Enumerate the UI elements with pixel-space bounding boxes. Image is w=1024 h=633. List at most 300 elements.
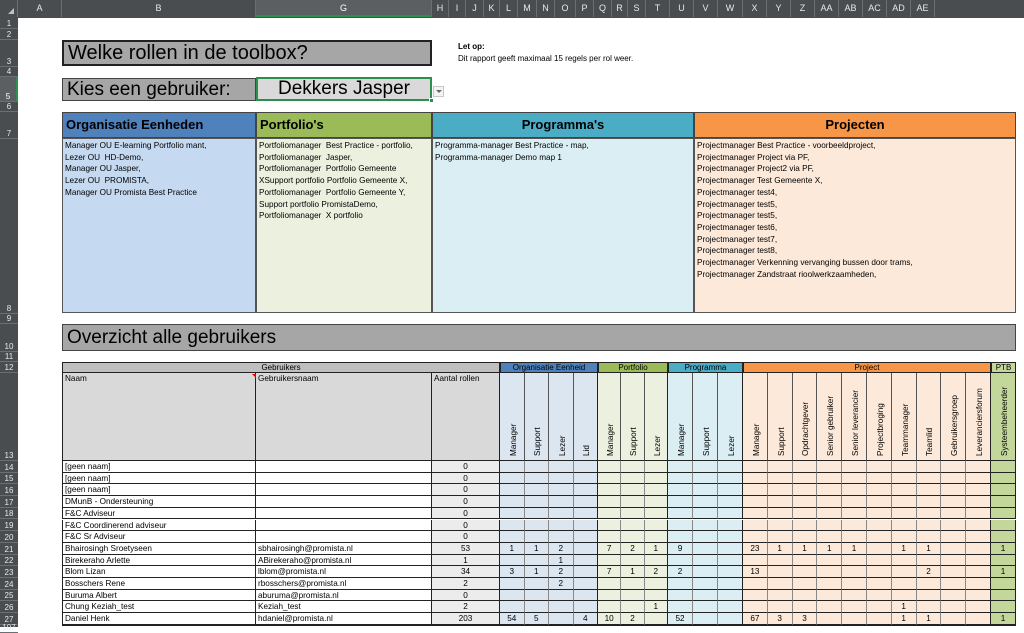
role-value-cell[interactable] — [574, 566, 599, 578]
column-header-ad[interactable]: AD — [887, 0, 911, 17]
role-value-cell[interactable] — [718, 601, 743, 613]
role-value-cell[interactable]: 7 — [598, 543, 621, 555]
role-value-cell[interactable] — [842, 531, 867, 543]
role-value-cell[interactable] — [917, 601, 942, 613]
role-value-cell[interactable] — [574, 601, 599, 613]
row-header-6[interactable]: 6 — [0, 102, 18, 112]
role-value-cell[interactable] — [500, 484, 525, 496]
comment-indicator[interactable] — [252, 374, 256, 378]
role-value-cell[interactable] — [892, 555, 917, 567]
role-value-cell[interactable] — [718, 613, 743, 625]
role-value-cell[interactable]: 13 — [743, 566, 768, 578]
row-header-2[interactable]: 2 — [0, 29, 18, 40]
role-value-cell[interactable] — [867, 496, 892, 508]
username-cell[interactable] — [256, 484, 432, 496]
role-value-cell[interactable] — [574, 484, 599, 496]
role-count-cell[interactable]: 34 — [432, 566, 500, 578]
user-name-cell[interactable]: [geen naam] — [62, 461, 256, 473]
role-value-cell[interactable] — [598, 520, 621, 532]
role-value-cell[interactable] — [991, 461, 1016, 473]
role-value-cell[interactable]: 3 — [768, 613, 793, 625]
role-value-cell[interactable] — [917, 578, 942, 590]
role-value-cell[interactable] — [966, 601, 991, 613]
role-value-cell[interactable]: 2 — [549, 566, 574, 578]
role-value-cell[interactable] — [525, 508, 550, 520]
role-value-cell[interactable] — [743, 508, 768, 520]
role-value-cell[interactable] — [549, 590, 574, 602]
role-value-cell[interactable] — [598, 473, 621, 485]
select-all-corner[interactable] — [0, 0, 18, 17]
role-value-cell[interactable] — [768, 508, 793, 520]
role-value-cell[interactable] — [621, 520, 644, 532]
role-value-cell[interactable] — [817, 496, 842, 508]
username-cell[interactable]: Keziah_test — [256, 601, 432, 613]
role-value-cell[interactable]: 1 — [768, 543, 793, 555]
role-value-cell[interactable] — [668, 578, 693, 590]
role-value-cell[interactable] — [941, 566, 966, 578]
column-header-i[interactable]: I — [449, 0, 466, 17]
role-value-cell[interactable] — [817, 590, 842, 602]
user-name-cell[interactable]: F&C Sr Adviseur — [62, 531, 256, 543]
role-value-cell[interactable] — [768, 555, 793, 567]
role-value-cell[interactable] — [867, 590, 892, 602]
role-value-cell[interactable] — [793, 578, 818, 590]
role-value-cell[interactable] — [621, 555, 644, 567]
user-name-cell[interactable]: [geen naam] — [62, 484, 256, 496]
role-value-cell[interactable] — [892, 461, 917, 473]
role-value-cell[interactable] — [966, 578, 991, 590]
role-value-cell[interactable] — [525, 496, 550, 508]
role-value-cell[interactable] — [598, 601, 621, 613]
row-header-1[interactable]: 1 — [0, 18, 18, 29]
role-value-cell[interactable] — [917, 531, 942, 543]
column-header-ac[interactable]: AC — [863, 0, 887, 17]
role-value-cell[interactable] — [668, 496, 693, 508]
role-value-cell[interactable] — [743, 484, 768, 496]
role-value-cell[interactable]: 1 — [549, 555, 574, 567]
role-value-cell[interactable] — [768, 496, 793, 508]
role-value-cell[interactable] — [549, 520, 574, 532]
role-value-cell[interactable] — [941, 473, 966, 485]
column-header-k[interactable]: K — [484, 0, 500, 17]
column-header-n[interactable]: N — [537, 0, 555, 17]
role-value-cell[interactable] — [743, 601, 768, 613]
role-value-cell[interactable] — [991, 520, 1016, 532]
row-header-13[interactable]: 13 — [0, 373, 18, 461]
role-value-cell[interactable] — [768, 473, 793, 485]
username-cell[interactable] — [256, 496, 432, 508]
role-value-cell[interactable] — [574, 531, 599, 543]
role-value-cell[interactable]: 1 — [892, 543, 917, 555]
role-value-cell[interactable] — [867, 484, 892, 496]
role-value-cell[interactable] — [793, 461, 818, 473]
role-value-cell[interactable] — [842, 590, 867, 602]
role-count-cell[interactable]: 2 — [432, 578, 500, 590]
role-value-cell[interactable] — [645, 555, 668, 567]
role-value-cell[interactable] — [768, 566, 793, 578]
role-value-cell[interactable] — [549, 484, 574, 496]
column-header-o[interactable]: O — [555, 0, 576, 17]
role-count-cell[interactable]: 1 — [432, 555, 500, 567]
role-value-cell[interactable] — [817, 520, 842, 532]
role-value-cell[interactable] — [718, 555, 743, 567]
column-header-h[interactable]: H — [432, 0, 449, 17]
role-value-cell[interactable] — [966, 484, 991, 496]
role-value-cell[interactable]: 2 — [668, 566, 693, 578]
role-value-cell[interactable] — [793, 520, 818, 532]
role-value-cell[interactable] — [693, 473, 718, 485]
role-value-cell[interactable] — [966, 543, 991, 555]
role-value-cell[interactable]: 1 — [793, 543, 818, 555]
username-cell[interactable]: sbhairosingh@promista.nl — [256, 543, 432, 555]
user-name-cell[interactable]: Daniel Henk — [62, 613, 256, 625]
role-value-cell[interactable] — [574, 473, 599, 485]
role-value-cell[interactable] — [500, 496, 525, 508]
role-value-cell[interactable]: 5 — [525, 613, 550, 625]
column-header-l[interactable]: L — [500, 0, 518, 17]
role-value-cell[interactable] — [768, 590, 793, 602]
role-value-cell[interactable] — [966, 496, 991, 508]
row-header-14[interactable]: 14 — [0, 461, 18, 473]
role-value-cell[interactable] — [941, 555, 966, 567]
role-count-cell[interactable]: 0 — [432, 496, 500, 508]
role-value-cell[interactable] — [500, 555, 525, 567]
row-header-24[interactable]: 24 — [0, 578, 18, 590]
row-header-3[interactable]: 3 — [0, 40, 18, 67]
column-header-p[interactable]: P — [576, 0, 594, 17]
role-value-cell[interactable] — [668, 590, 693, 602]
role-value-cell[interactable] — [500, 473, 525, 485]
role-value-cell[interactable] — [598, 484, 621, 496]
role-value-cell[interactable] — [892, 520, 917, 532]
role-value-cell[interactable] — [867, 461, 892, 473]
role-value-cell[interactable] — [668, 601, 693, 613]
user-name-cell[interactable]: Chung Keziah_test — [62, 601, 256, 613]
role-value-cell[interactable] — [621, 473, 644, 485]
role-value-cell[interactable] — [500, 461, 525, 473]
role-value-cell[interactable] — [525, 484, 550, 496]
role-value-cell[interactable]: 1 — [892, 613, 917, 625]
row-header-16[interactable]: 16 — [0, 484, 18, 496]
role-value-cell[interactable]: 4 — [574, 613, 599, 625]
role-value-cell[interactable] — [645, 613, 668, 625]
role-value-cell[interactable] — [842, 601, 867, 613]
row-header-8[interactable]: 8 — [0, 139, 18, 314]
role-value-cell[interactable] — [668, 508, 693, 520]
role-value-cell[interactable]: 23 — [743, 543, 768, 555]
role-value-cell[interactable] — [793, 473, 818, 485]
role-value-cell[interactable] — [991, 531, 1016, 543]
role-value-cell[interactable] — [743, 473, 768, 485]
role-value-cell[interactable] — [718, 473, 743, 485]
role-value-cell[interactable] — [621, 508, 644, 520]
role-value-cell[interactable] — [525, 555, 550, 567]
role-value-cell[interactable] — [574, 578, 599, 590]
role-value-cell[interactable]: 2 — [549, 578, 574, 590]
role-value-cell[interactable] — [991, 473, 1016, 485]
column-header-b[interactable]: B — [62, 0, 256, 17]
role-value-cell[interactable] — [817, 578, 842, 590]
role-value-cell[interactable] — [621, 496, 644, 508]
role-value-cell[interactable] — [549, 461, 574, 473]
role-value-cell[interactable] — [966, 613, 991, 625]
role-value-cell[interactable] — [525, 520, 550, 532]
role-value-cell[interactable] — [892, 566, 917, 578]
role-value-cell[interactable]: 1 — [842, 543, 867, 555]
role-value-cell[interactable]: 1 — [991, 543, 1016, 555]
role-value-cell[interactable]: 2 — [917, 566, 942, 578]
username-cell[interactable] — [256, 531, 432, 543]
role-value-cell[interactable] — [500, 601, 525, 613]
role-value-cell[interactable] — [598, 578, 621, 590]
role-value-cell[interactable] — [793, 566, 818, 578]
role-value-cell[interactable] — [941, 601, 966, 613]
role-count-cell[interactable]: 2 — [432, 601, 500, 613]
role-value-cell[interactable] — [842, 578, 867, 590]
role-value-cell[interactable]: 1 — [525, 543, 550, 555]
row-header-19[interactable]: 19 — [0, 520, 18, 532]
role-value-cell[interactable]: 1 — [991, 566, 1016, 578]
role-value-cell[interactable] — [867, 543, 892, 555]
username-cell[interactable]: hdaniel@promista.nl — [256, 613, 432, 625]
column-header-x[interactable]: X — [743, 0, 767, 17]
role-value-cell[interactable] — [549, 508, 574, 520]
role-value-cell[interactable] — [842, 461, 867, 473]
role-value-cell[interactable] — [817, 613, 842, 625]
role-value-cell[interactable] — [991, 590, 1016, 602]
role-value-cell[interactable] — [842, 473, 867, 485]
role-value-cell[interactable] — [718, 508, 743, 520]
role-value-cell[interactable] — [621, 590, 644, 602]
user-name-cell[interactable]: [geen naam] — [62, 473, 256, 485]
column-header-z[interactable]: Z — [791, 0, 815, 17]
role-count-cell[interactable]: 0 — [432, 473, 500, 485]
row-header-21[interactable]: 21 — [0, 543, 18, 555]
role-value-cell[interactable] — [500, 508, 525, 520]
role-value-cell[interactable] — [743, 461, 768, 473]
role-value-cell[interactable]: 1 — [500, 543, 525, 555]
role-value-cell[interactable] — [598, 590, 621, 602]
role-value-cell[interactable] — [793, 508, 818, 520]
role-value-cell[interactable] — [793, 531, 818, 543]
role-value-cell[interactable] — [817, 531, 842, 543]
role-value-cell[interactable] — [793, 601, 818, 613]
role-value-cell[interactable] — [842, 520, 867, 532]
role-value-cell[interactable]: 2 — [645, 566, 668, 578]
role-value-cell[interactable] — [525, 590, 550, 602]
role-value-cell[interactable] — [645, 508, 668, 520]
role-count-cell[interactable]: 0 — [432, 590, 500, 602]
role-value-cell[interactable] — [693, 543, 718, 555]
username-cell[interactable] — [256, 461, 432, 473]
role-value-cell[interactable] — [991, 508, 1016, 520]
role-value-cell[interactable] — [793, 496, 818, 508]
role-value-cell[interactable] — [917, 520, 942, 532]
role-value-cell[interactable] — [917, 484, 942, 496]
role-value-cell[interactable] — [574, 543, 599, 555]
role-value-cell[interactable] — [718, 590, 743, 602]
column-header-t[interactable]: T — [646, 0, 670, 17]
role-count-cell[interactable]: 0 — [432, 508, 500, 520]
role-value-cell[interactable]: 3 — [500, 566, 525, 578]
role-value-cell[interactable] — [991, 601, 1016, 613]
role-value-cell[interactable] — [842, 484, 867, 496]
column-header-a[interactable]: A — [18, 0, 62, 17]
role-value-cell[interactable] — [549, 473, 574, 485]
role-value-cell[interactable] — [768, 484, 793, 496]
role-value-cell[interactable]: 3 — [793, 613, 818, 625]
role-value-cell[interactable]: 7 — [598, 566, 621, 578]
role-value-cell[interactable] — [817, 555, 842, 567]
role-value-cell[interactable]: 1 — [645, 601, 668, 613]
role-value-cell[interactable] — [718, 484, 743, 496]
role-value-cell[interactable] — [966, 520, 991, 532]
role-value-cell[interactable] — [892, 473, 917, 485]
role-value-cell[interactable] — [525, 461, 550, 473]
role-value-cell[interactable] — [621, 461, 644, 473]
username-cell[interactable] — [256, 508, 432, 520]
role-value-cell[interactable] — [693, 461, 718, 473]
role-value-cell[interactable] — [867, 531, 892, 543]
role-value-cell[interactable] — [941, 613, 966, 625]
role-value-cell[interactable] — [917, 590, 942, 602]
role-value-cell[interactable] — [693, 601, 718, 613]
role-value-cell[interactable]: 1 — [892, 601, 917, 613]
role-value-cell[interactable] — [525, 578, 550, 590]
role-value-cell[interactable] — [500, 578, 525, 590]
username-cell[interactable] — [256, 520, 432, 532]
role-value-cell[interactable] — [645, 484, 668, 496]
role-value-cell[interactable]: 2 — [621, 543, 644, 555]
username-cell[interactable]: aburuma@promista.nl — [256, 590, 432, 602]
row-header-26[interactable]: 26 — [0, 601, 18, 613]
user-name-cell[interactable]: Bosschers Rene — [62, 578, 256, 590]
role-value-cell[interactable] — [817, 508, 842, 520]
role-value-cell[interactable] — [892, 496, 917, 508]
role-count-cell[interactable]: 0 — [432, 484, 500, 496]
user-dropdown-button[interactable] — [433, 86, 444, 97]
role-value-cell[interactable] — [621, 601, 644, 613]
row-header-22[interactable]: 22 — [0, 555, 18, 567]
row-header-18[interactable]: 18 — [0, 508, 18, 520]
role-value-cell[interactable] — [621, 578, 644, 590]
role-value-cell[interactable] — [842, 613, 867, 625]
role-value-cell[interactable] — [768, 578, 793, 590]
role-value-cell[interactable] — [991, 578, 1016, 590]
role-value-cell[interactable] — [621, 531, 644, 543]
role-value-cell[interactable] — [598, 461, 621, 473]
column-header-w[interactable]: W — [718, 0, 743, 17]
role-value-cell[interactable] — [867, 601, 892, 613]
column-header-aa[interactable]: AA — [815, 0, 839, 17]
role-value-cell[interactable] — [645, 531, 668, 543]
role-value-cell[interactable] — [917, 473, 942, 485]
role-value-cell[interactable] — [991, 496, 1016, 508]
role-value-cell[interactable] — [793, 590, 818, 602]
role-value-cell[interactable] — [693, 520, 718, 532]
role-value-cell[interactable] — [768, 531, 793, 543]
role-value-cell[interactable] — [941, 531, 966, 543]
role-value-cell[interactable] — [941, 496, 966, 508]
role-value-cell[interactable] — [668, 461, 693, 473]
role-value-cell[interactable] — [966, 566, 991, 578]
role-value-cell[interactable] — [693, 508, 718, 520]
row-header-7[interactable]: 7 — [0, 112, 18, 139]
role-value-cell[interactable] — [966, 555, 991, 567]
role-value-cell[interactable]: 67 — [743, 613, 768, 625]
role-value-cell[interactable] — [574, 496, 599, 508]
column-header-s[interactable]: S — [628, 0, 646, 17]
role-value-cell[interactable] — [941, 461, 966, 473]
role-value-cell[interactable] — [718, 520, 743, 532]
role-count-cell[interactable]: 203 — [432, 613, 500, 625]
role-value-cell[interactable] — [549, 613, 574, 625]
role-value-cell[interactable]: 1 — [645, 543, 668, 555]
role-value-cell[interactable] — [500, 590, 525, 602]
role-value-cell[interactable] — [743, 578, 768, 590]
role-value-cell[interactable] — [966, 590, 991, 602]
user-name-cell[interactable]: F&C Coordinerend adviseur — [62, 520, 256, 532]
role-value-cell[interactable] — [645, 578, 668, 590]
role-value-cell[interactable] — [917, 555, 942, 567]
role-value-cell[interactable]: 52 — [668, 613, 693, 625]
role-value-cell[interactable] — [991, 555, 1016, 567]
role-count-cell[interactable]: 0 — [432, 531, 500, 543]
role-value-cell[interactable] — [768, 461, 793, 473]
role-value-cell[interactable] — [549, 601, 574, 613]
role-value-cell[interactable] — [793, 484, 818, 496]
role-value-cell[interactable] — [574, 555, 599, 567]
column-header-ab[interactable]: AB — [839, 0, 863, 17]
row-header-107[interactable]: 107 — [0, 625, 18, 633]
role-value-cell[interactable] — [693, 555, 718, 567]
role-value-cell[interactable]: 9 — [668, 543, 693, 555]
role-value-cell[interactable] — [598, 508, 621, 520]
column-header-ae[interactable]: AE — [911, 0, 935, 17]
column-header-q[interactable]: Q — [594, 0, 612, 17]
row-header-12[interactable]: 12 — [0, 362, 18, 373]
role-value-cell[interactable] — [941, 520, 966, 532]
role-value-cell[interactable] — [966, 461, 991, 473]
role-value-cell[interactable] — [867, 555, 892, 567]
role-value-cell[interactable]: 10 — [598, 613, 621, 625]
role-value-cell[interactable] — [693, 590, 718, 602]
username-cell[interactable]: rbosschers@promista.nl — [256, 578, 432, 590]
role-value-cell[interactable] — [598, 496, 621, 508]
row-header-9[interactable]: 9 — [0, 314, 18, 324]
role-value-cell[interactable] — [892, 484, 917, 496]
username-cell[interactable]: ABirekeraho@promista.nl — [256, 555, 432, 567]
column-header-v[interactable]: V — [694, 0, 718, 17]
role-value-cell[interactable] — [892, 590, 917, 602]
role-count-cell[interactable]: 0 — [432, 520, 500, 532]
role-value-cell[interactable] — [598, 555, 621, 567]
role-value-cell[interactable] — [892, 531, 917, 543]
role-value-cell[interactable] — [645, 590, 668, 602]
role-value-cell[interactable] — [817, 601, 842, 613]
role-value-cell[interactable] — [991, 484, 1016, 496]
username-cell[interactable]: lblom@promista.nl — [256, 566, 432, 578]
role-value-cell[interactable] — [549, 531, 574, 543]
role-value-cell[interactable] — [621, 484, 644, 496]
role-value-cell[interactable] — [941, 508, 966, 520]
role-value-cell[interactable] — [574, 508, 599, 520]
role-value-cell[interactable] — [693, 484, 718, 496]
role-value-cell[interactable] — [743, 520, 768, 532]
role-value-cell[interactable] — [645, 520, 668, 532]
role-value-cell[interactable]: 1 — [991, 613, 1016, 625]
role-value-cell[interactable] — [966, 531, 991, 543]
